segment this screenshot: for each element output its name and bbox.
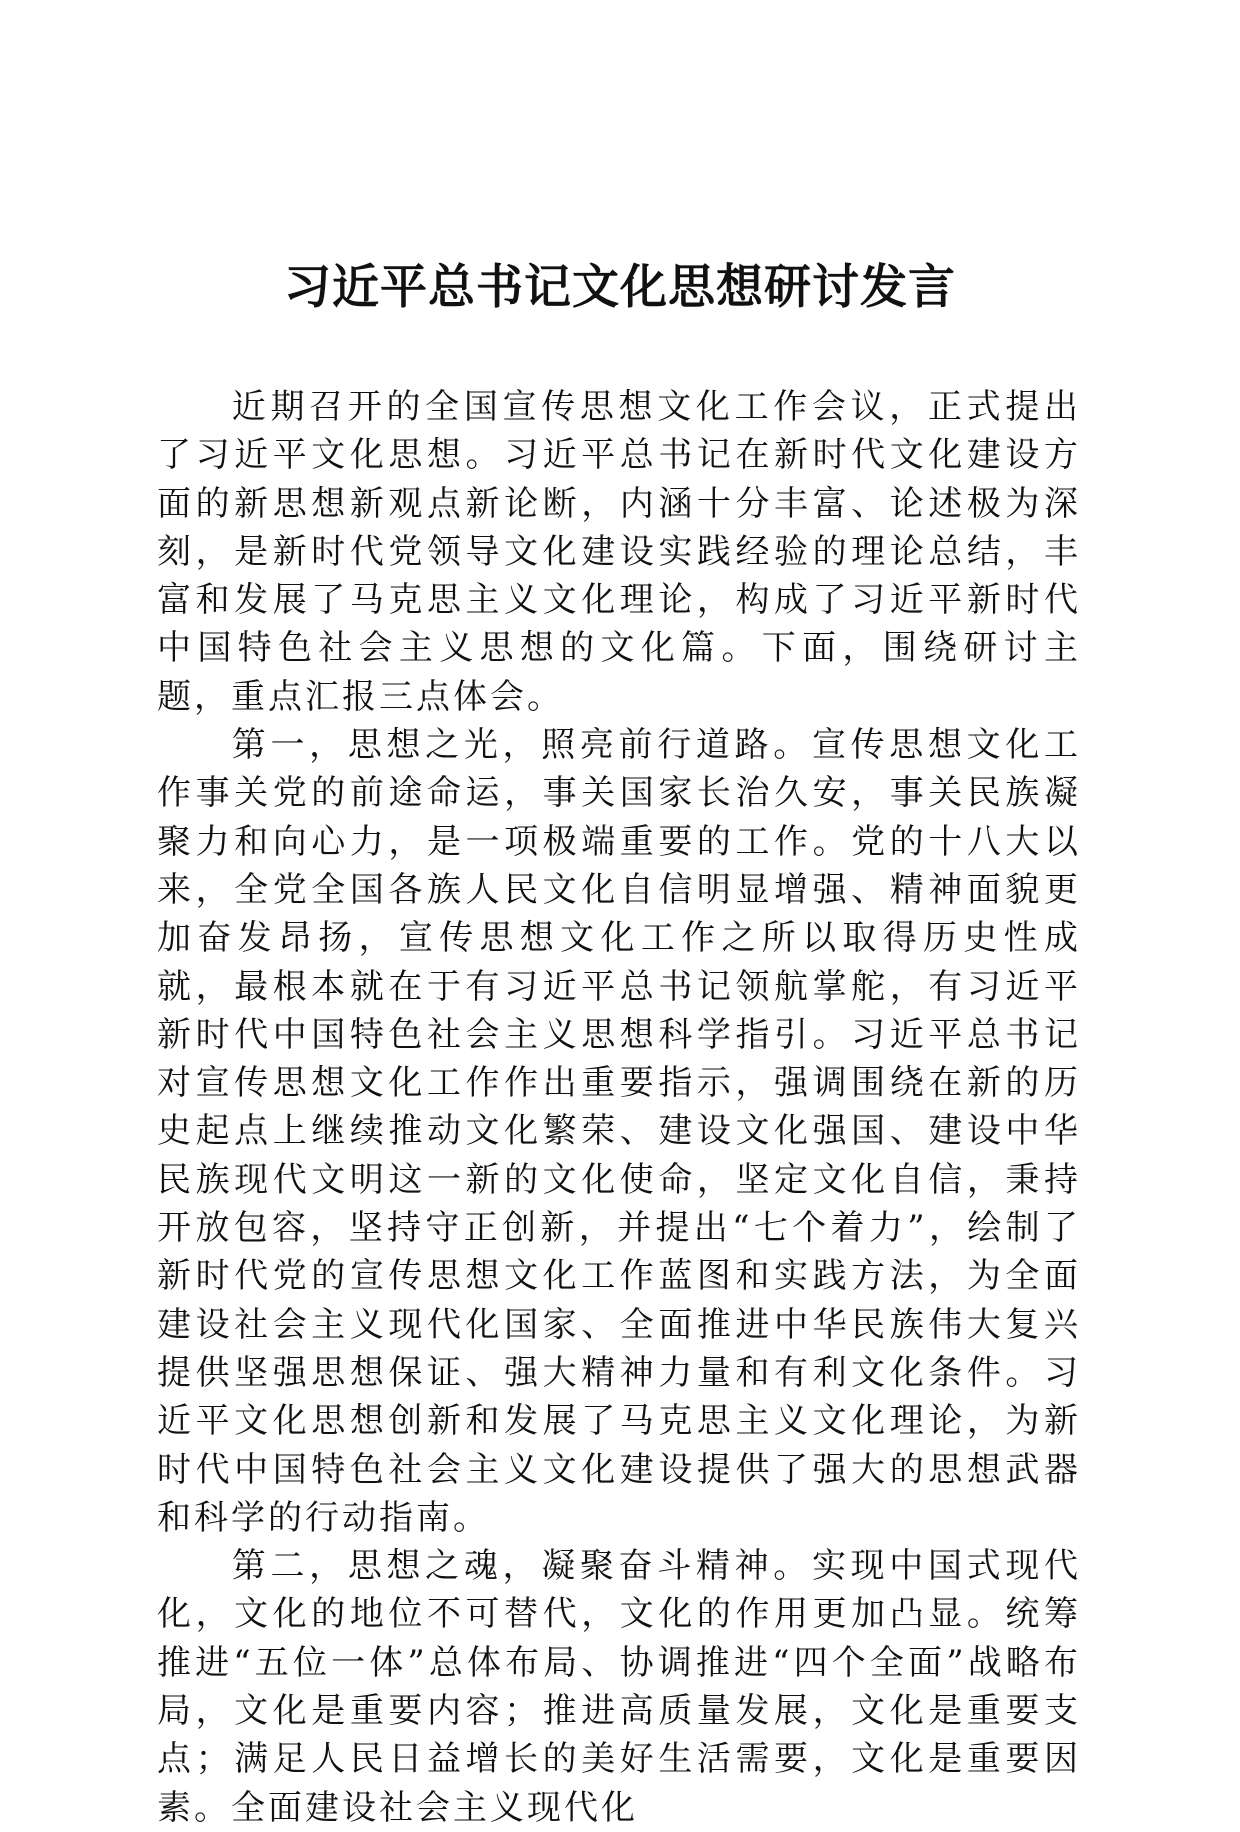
document-body [157,383,1081,1832]
document-title: 习近平总书记文化思想研讨发言 [284,260,956,315]
paragraph-intro: 近期召开的全国宣传思想文化工作会议，正式提出了习近平文化思想。习近平总书记在新时代文化建设方面的新思想新观点新论断，内涵十分丰富、论述极为深刻，是新时代党领导文化建设实践经验的理论总结，丰富和发展了马克思主义文化理论，构成了习近平新时代中国特色社会主义思想的文化篇。下面，围绕研讨主题，重点汇报三点体会。 [157,387,1081,717]
paragraph-first-point: 第一，思想之光，照亮前行道路。宣传思想文化工作事关党的前途命运，事关国家长治久安，事关民族凝聚力和向心力，是一项极端重要的工作。党的十八大以来，全党全国各族人民文化自信明显增强、精神面貌更加奋发昂扬，宣传思想文化工作之所以取得历史性成就，最根本就在于有习近平总书记领航掌舵，有习近平新时代中国特色社会主义思想科学指引。习近平总书记对宣传思想文化工作作出重要指示，强调围绕在新的历史起点上继续推动文化繁荣、建设文化强国、建设中华民族现代文明这一新的文化使命，坚定文化自信，秉持开放包容，坚持守正创新，并提出“七个着力”，绘制了新时代党的宣传思想文化工作蓝图和实践方法，为全面建设社会主义现代化国家、全面推进中华民族伟大复兴提供坚强思想保证、强大精神力量和有利文化条件。习近平文化思想创新和发展了马克思主义文化理论，为新时代中国特色社会主义文化建设提供了强大的思想武器和科学的行动指南。 [157,725,1081,1538]
paragraph-second-point: 第二，思想之魂，凝聚奋斗精神。实现中国式现代化，文化的地位不可替代，文化的作用更加凸显。统筹推进“五位一体”总体布局、协调推进“四个全面”战略布局，文化是重要内容；推进高质量发展，文化是重要支点；满足人民日益增长的美好生活需要，文化是重要因素。全面建设社会主义现代化 [157,1546,1081,1828]
